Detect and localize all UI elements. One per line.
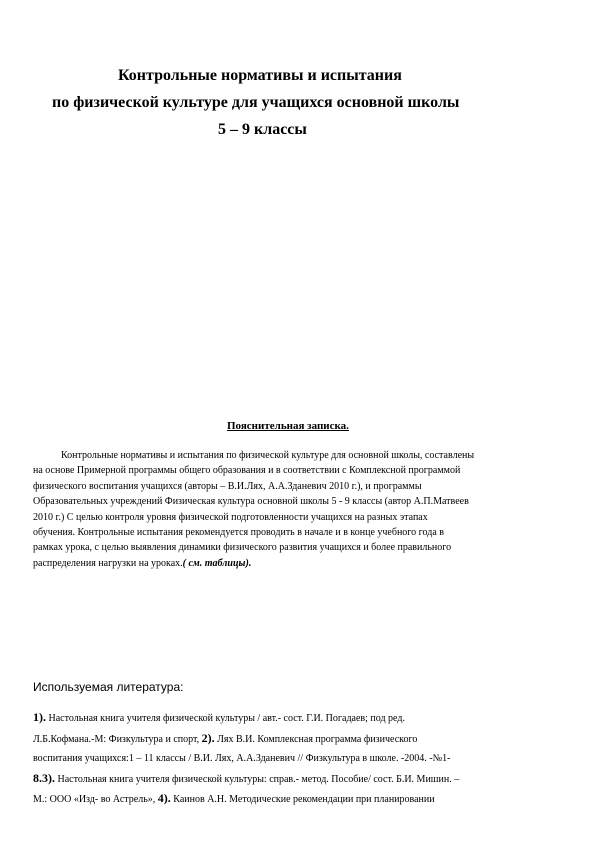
document-title-line-2: по физической культуре для учащихся основной школы — [52, 94, 460, 111]
literature-list — [33, 708, 573, 810]
explanatory-note-body — [33, 448, 563, 571]
see-tables-reference: ( см. таблицы). — [182, 557, 252, 569]
reference-text: Лях В.И. Комплексная программа физического — [214, 733, 418, 745]
reference-line — [33, 769, 573, 790]
note-line: 2010 г.) С целью контроля уровня физической подготовленности учащихся на разных этапах — [33, 511, 428, 523]
reference-line — [33, 789, 573, 810]
reference-text: Настольная книга учителя физической культуры / авт.- сост. Г.И. Погадаев; под ред. — [46, 713, 405, 724]
reference-text: М.: ООО «Изд- во Астрель», — [33, 794, 158, 805]
reference-text: Л.Б.Кофмана.-М: Физкультура и спорт, — [33, 733, 202, 745]
reference-text: воспитания учащихся:1 – 11 классы / В.И. Лях, А.А.Зданевич // Физкультура в школе. -2004. -№1- — [33, 753, 451, 764]
reference-number: 1). — [33, 710, 46, 724]
reference-line — [33, 729, 573, 750]
note-line: рамках урока, с целью выявления динамики физического развития учащихся и более правильного — [33, 542, 452, 554]
literature-heading: Используемая литература: — [33, 680, 184, 694]
document-title-line-3: 5 – 9 классы — [218, 121, 307, 138]
note-line: на основе Примерной программы общего образования и в соответствии с Комплексной программой — [33, 465, 461, 477]
note-line: Образовательных учреждений Физическая культура основной школы 5 - 9 классы (автор А.П.Матвеев — [33, 496, 469, 508]
reference-number: 3). — [42, 770, 55, 785]
reference-number: 2). — [201, 730, 215, 745]
document-title-line-1: Контрольные нормативы и испытания — [118, 67, 402, 84]
note-line: обучения. Контрольные испытания рекомендуется проводить в начале и в конце учебного года в — [33, 527, 444, 539]
explanatory-note-heading: Пояснительная записка. — [227, 420, 349, 432]
reference-line — [33, 749, 573, 769]
reference-number: 8. — [33, 770, 42, 785]
note-line: Контрольные нормативы и испытания по физической культуре для основной школы, составлены — [61, 450, 475, 461]
note-line-last — [33, 556, 563, 571]
reference-text: Настольная книга учителя физической культуры: справ.- метод. Пособие/ сост. Б.И. Мишин. – — [55, 773, 460, 785]
reference-number: 4). — [157, 791, 171, 805]
note-line: физического воспитания учащихся (авторы – В.И.Лях, А.А.Зданевич 2010 г.), и программы — [33, 480, 422, 492]
reference-text: Каинов А.Н. Методические рекомендации при планировании — [170, 794, 435, 805]
note-last-text: распределения нагрузки на уроках. — [33, 557, 183, 569]
reference-line — [33, 708, 573, 729]
